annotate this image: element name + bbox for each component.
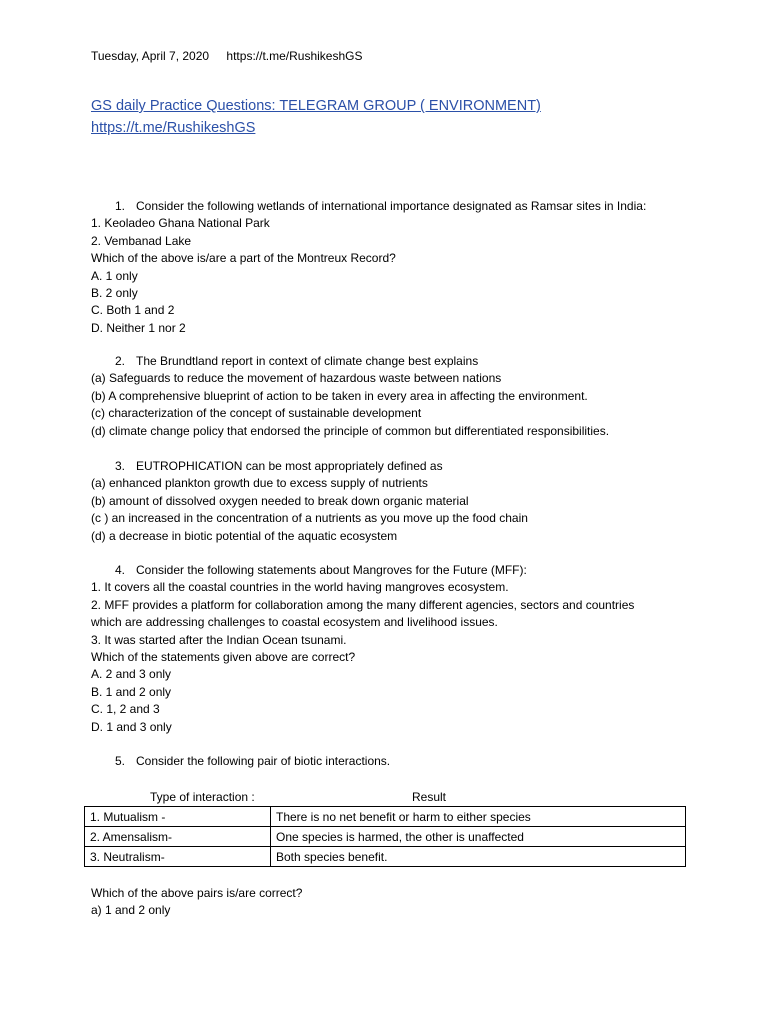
- answer-line: (b) amount of dissolved oxygen needed to break down organic material: [91, 493, 469, 508]
- table-cell-type: 1. Mutualism -: [85, 807, 271, 827]
- table-cell-type: 2. Amensalism-: [85, 827, 271, 847]
- question-prompt: The Brundtland report in context of climate change best explains: [136, 354, 479, 368]
- question-number: 5.: [115, 754, 126, 768]
- table-cell-result: Both species benefit.: [271, 847, 686, 867]
- question-number: 1.: [115, 199, 126, 213]
- header-line: [91, 49, 376, 63]
- answer-line: (a) enhanced plankton growth due to excess supply of nutrients: [91, 476, 428, 491]
- table-row: [85, 847, 686, 867]
- answer-line: (b) A comprehensive blueprint of action to be taken in every area in affecting the environment.: [91, 388, 588, 403]
- answer-line: B. 1 and 2 only: [91, 684, 172, 699]
- question-prompt: Consider the following pair of biotic interactions.: [136, 754, 391, 768]
- answer-line: C. 1, 2 and 3: [91, 702, 160, 717]
- question-5: [91, 753, 711, 770]
- answer-line: (c) characterization of the concept of sustainable development: [91, 406, 422, 421]
- answer-line: 1. Keoladeo Ghana National Park: [91, 216, 270, 231]
- question-prompt: EUTROPHICATION can be most appropriately defined as: [136, 459, 443, 473]
- answer-line: 2. Vembanad Lake: [91, 233, 192, 248]
- question-number: 4.: [115, 563, 126, 577]
- answer-line: 1. It covers all the coastal countries in the world having mangroves ecosystem.: [91, 580, 509, 595]
- answer-line: Which of the statements given above are correct?: [91, 649, 356, 664]
- text-line: Which of the above pairs is/are correct?: [91, 886, 303, 900]
- header-link[interactable]: https://t.me/RushikeshGS: [226, 49, 363, 63]
- answer-line: A. 1 only: [91, 268, 138, 283]
- table-row: [85, 807, 686, 827]
- header-date: Tuesday, April 7, 2020: [91, 49, 210, 63]
- table-header-type: Type of interaction :: [150, 790, 255, 804]
- question-4-heading: [91, 562, 711, 579]
- table-cell-result: There is no net benefit or harm to either species: [271, 807, 686, 827]
- question-4: [91, 562, 711, 736]
- question-3: [91, 458, 711, 545]
- question-number: 3.: [115, 459, 126, 473]
- title-line-2[interactable]: https://t.me/RushikeshGS: [91, 120, 256, 136]
- title-line-1[interactable]: GS daily Practice Questions: TELEGRAM GROUP ( ENVIRONMENT): [91, 98, 541, 114]
- answer-line: (d) a decrease in biotic potential of the aquatic ecosystem: [91, 528, 398, 543]
- question-prompt: Consider the following statements about Mangroves for the Future (MFF):: [136, 563, 527, 577]
- answer-line: C. Both 1 and 2: [91, 303, 175, 318]
- question-prompt: Consider the following wetlands of international importance designated as Ramsar sites in India:: [136, 199, 647, 213]
- answer-line: Which of the above is/are a part of the Montreux Record?: [91, 251, 396, 266]
- answer-line: 2. MFF provides a platform for collaboration among the many different agencies, sectors and countries: [91, 597, 635, 612]
- answer-line: D. 1 and 3 only: [91, 719, 172, 734]
- table-row: [85, 827, 686, 847]
- question-3-heading: [91, 458, 711, 475]
- answer-line: (d) climate change policy that endorsed the principle of common but differentiated responsibilities.: [91, 423, 610, 438]
- question-5-heading: [91, 753, 711, 770]
- answer-line: D. Neither 1 nor 2: [91, 320, 186, 335]
- answer-line: A. 2 and 3 only: [91, 667, 172, 682]
- interactions-table: [84, 806, 686, 867]
- question-number: 2.: [115, 354, 126, 368]
- answer-line: 3. It was started after the Indian Ocean tsunami.: [91, 632, 347, 647]
- table-cell-result: One species is harmed, the other is unaffected: [271, 827, 686, 847]
- after-table-text: [91, 885, 711, 920]
- question-1: [91, 198, 711, 337]
- question-2: [91, 353, 711, 440]
- answer-line: (a) Safeguards to reduce the movement of hazardous waste between nations: [91, 371, 502, 386]
- answer-line: which are addressing challenges to coastal ecosystem and livelihood issues.: [91, 615, 498, 630]
- answer-line: B. 2 only: [91, 285, 138, 300]
- table-header-result: Result: [412, 790, 447, 804]
- question-2-heading: [91, 353, 711, 370]
- question-1-heading: [91, 198, 711, 215]
- answer-line: (c ) an increased in the concentration of a nutrients as you move up the food chain: [91, 511, 528, 526]
- text-line: a) 1 and 2 only: [91, 903, 171, 918]
- table-cell-type: 3. Neutralism-: [85, 847, 271, 867]
